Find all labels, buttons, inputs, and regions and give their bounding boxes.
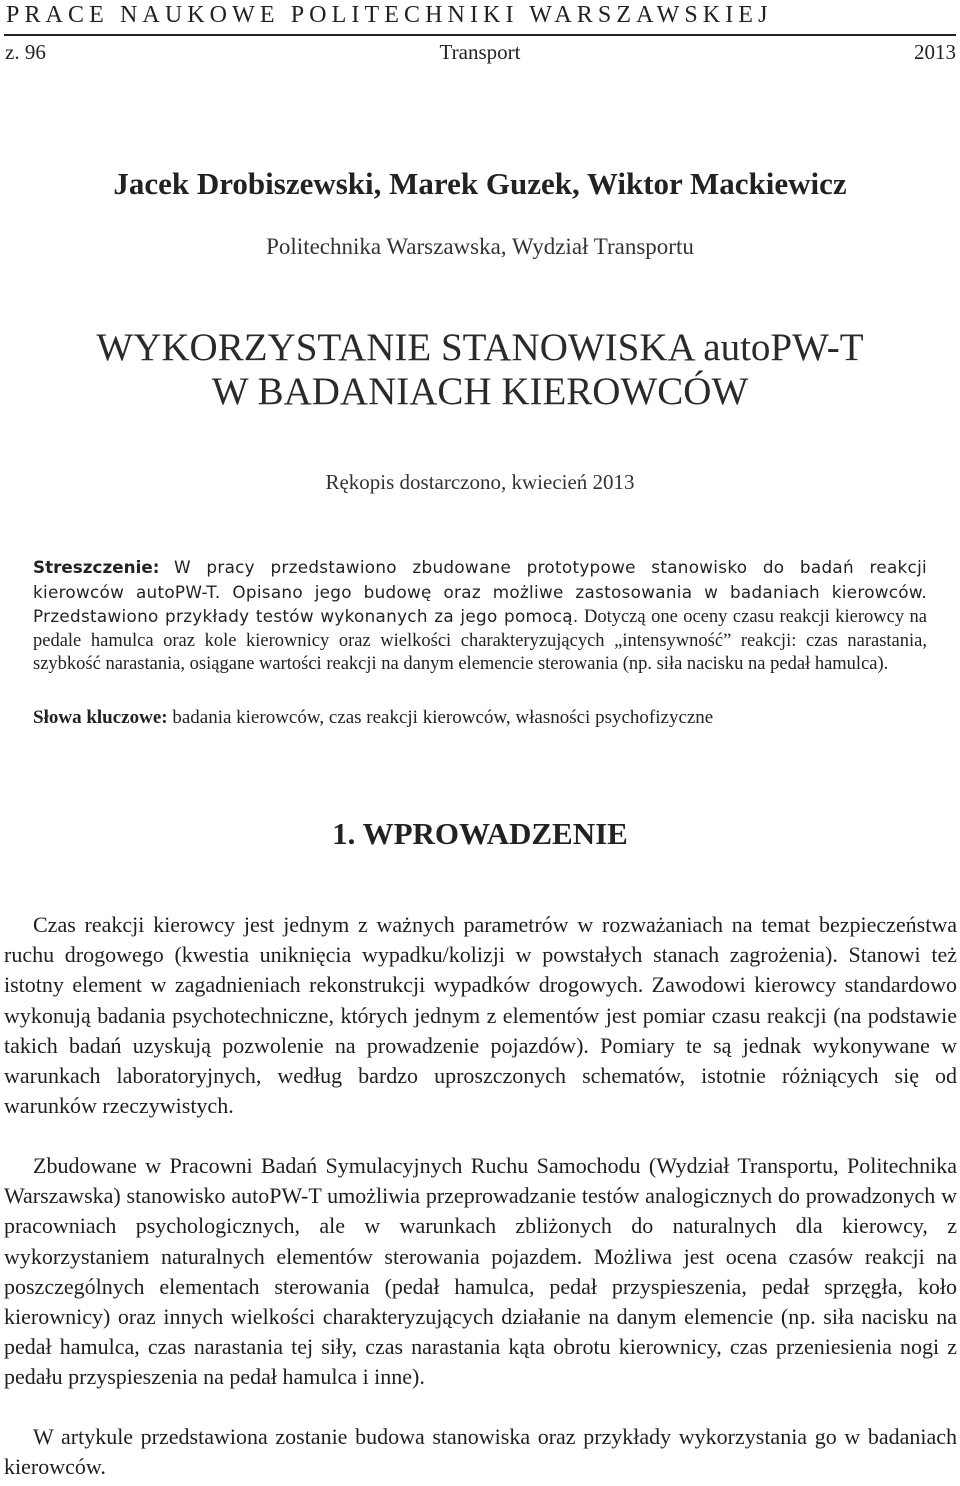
abstract [33, 556, 927, 677]
paper-title-line-2: W BADANIACH KIEROWCÓW [211, 370, 749, 413]
issue-number: z. 96 [5, 40, 46, 64]
abstract-label: Streszczenie: [33, 557, 160, 577]
paragraph-3: W artykule przedstawiona zostanie budowa stanowiska oraz przykłady wykorzystania go w badaniach kierowców. [4, 1424, 957, 1480]
section-heading: 1. WPROWADZENIE [332, 816, 628, 851]
journal-series-title: PRACE NAUKOWE POLITECHNIKI WARSZAWSKIEJ [6, 2, 773, 28]
keywords [33, 707, 927, 729]
received-date: Rękopis dostarczono, kwiecień 2013 [325, 470, 635, 494]
publication-year: 2013 [914, 40, 956, 64]
abstract-text-part-1: W pracy przedstawiono zbudowane prototypowe stanowisko do badań reakcji kierowców autoPW-T. Opisano jego budowę oraz możliwe zastosowania w badaniach kierowców. Przedstawiono przykłady testów wykonanych za jego pomocą. [33, 557, 927, 627]
header-rule [4, 34, 956, 36]
keywords-text: badania kierowców, czas reakcji kierowców, własności psychofizyczne [172, 707, 714, 728]
keywords-label: Słowa kluczowe: [33, 707, 168, 728]
journal-section-name: Transport [439, 40, 521, 64]
abstract-text-part-2: Dotyczą one oceny czasu reakcji kierowcy na pedale hamulca oraz kole kierownicy oraz wielkości charakteryzujących „intensywność” reakcji: czas narastania, szybkość narastania, osiągane wartości reakcji na danym elemencie sterowania (np. siła nacisku na pedał hamulca). [33, 607, 928, 675]
paragraph-2: Zbudowane w Pracowni Badań Symulacyjnych Ruchu Samochodu (Wydział Transportu, Politechnika Warszawska) stanowisko autoPW-T umożliwia przeprowadzanie testów analogicznych do prowadzonych w pracowniach psychologicznych, ale w warunkach zbliżonych do naturalnych dla kierowcy, z wykorzystaniem naturalnych elementów sterowania pojazdem. Możliwa jest ocena czasów reakcji na poszczególnych elementach sterowania (pedał hamulca, pedał przyspieszenia, pedał sprzęgła, koło kierownicy) oraz innych wielkości charakteryzujących działanie na danym elemencie (np. siła nacisku na pedał hamulca, czas narastania tej siły, czas narastania kąta obrotu kierownicy, czas przeniesienia nogi z pedału przyspieszenia na pedał hamulca i inne). [4, 1153, 957, 1390]
paragraph-1: Czas reakcji kierowcy jest jednym z ważnych parametrów w rozważaniach na temat bezpieczeństwa ruchu drogowego (kwestia uniknięcia wypadku/kolizji w powstałych stanach zagrożenia). Stanowi też istotny element w zagadnieniach rekonstrukcji wypadków drogowych. Zawodowi kierowcy standardowo wykonują badania psychotechniczne, których jednym z elementów jest pomiar czasu reakcji (na podstawie takich badań uzyskują pozwolenie na prowadzenie pojazdów). Pomiary te są jednak wykonywane w warunkach laboratoryjnych, według bardzo uproszczonych schematów, istotnie różniących się od warunków rzeczywistych. [4, 912, 957, 1119]
paper-title-line-1: WYKORZYSTANIE STANOWISKA autoPW-T [96, 326, 864, 369]
paper-title [0, 326, 960, 414]
affiliation: Politechnika Warszawska, Wydział Transportu [266, 234, 694, 259]
authors: Jacek Drobiszewski, Marek Guzek, Wiktor Mackiewicz [113, 166, 847, 201]
